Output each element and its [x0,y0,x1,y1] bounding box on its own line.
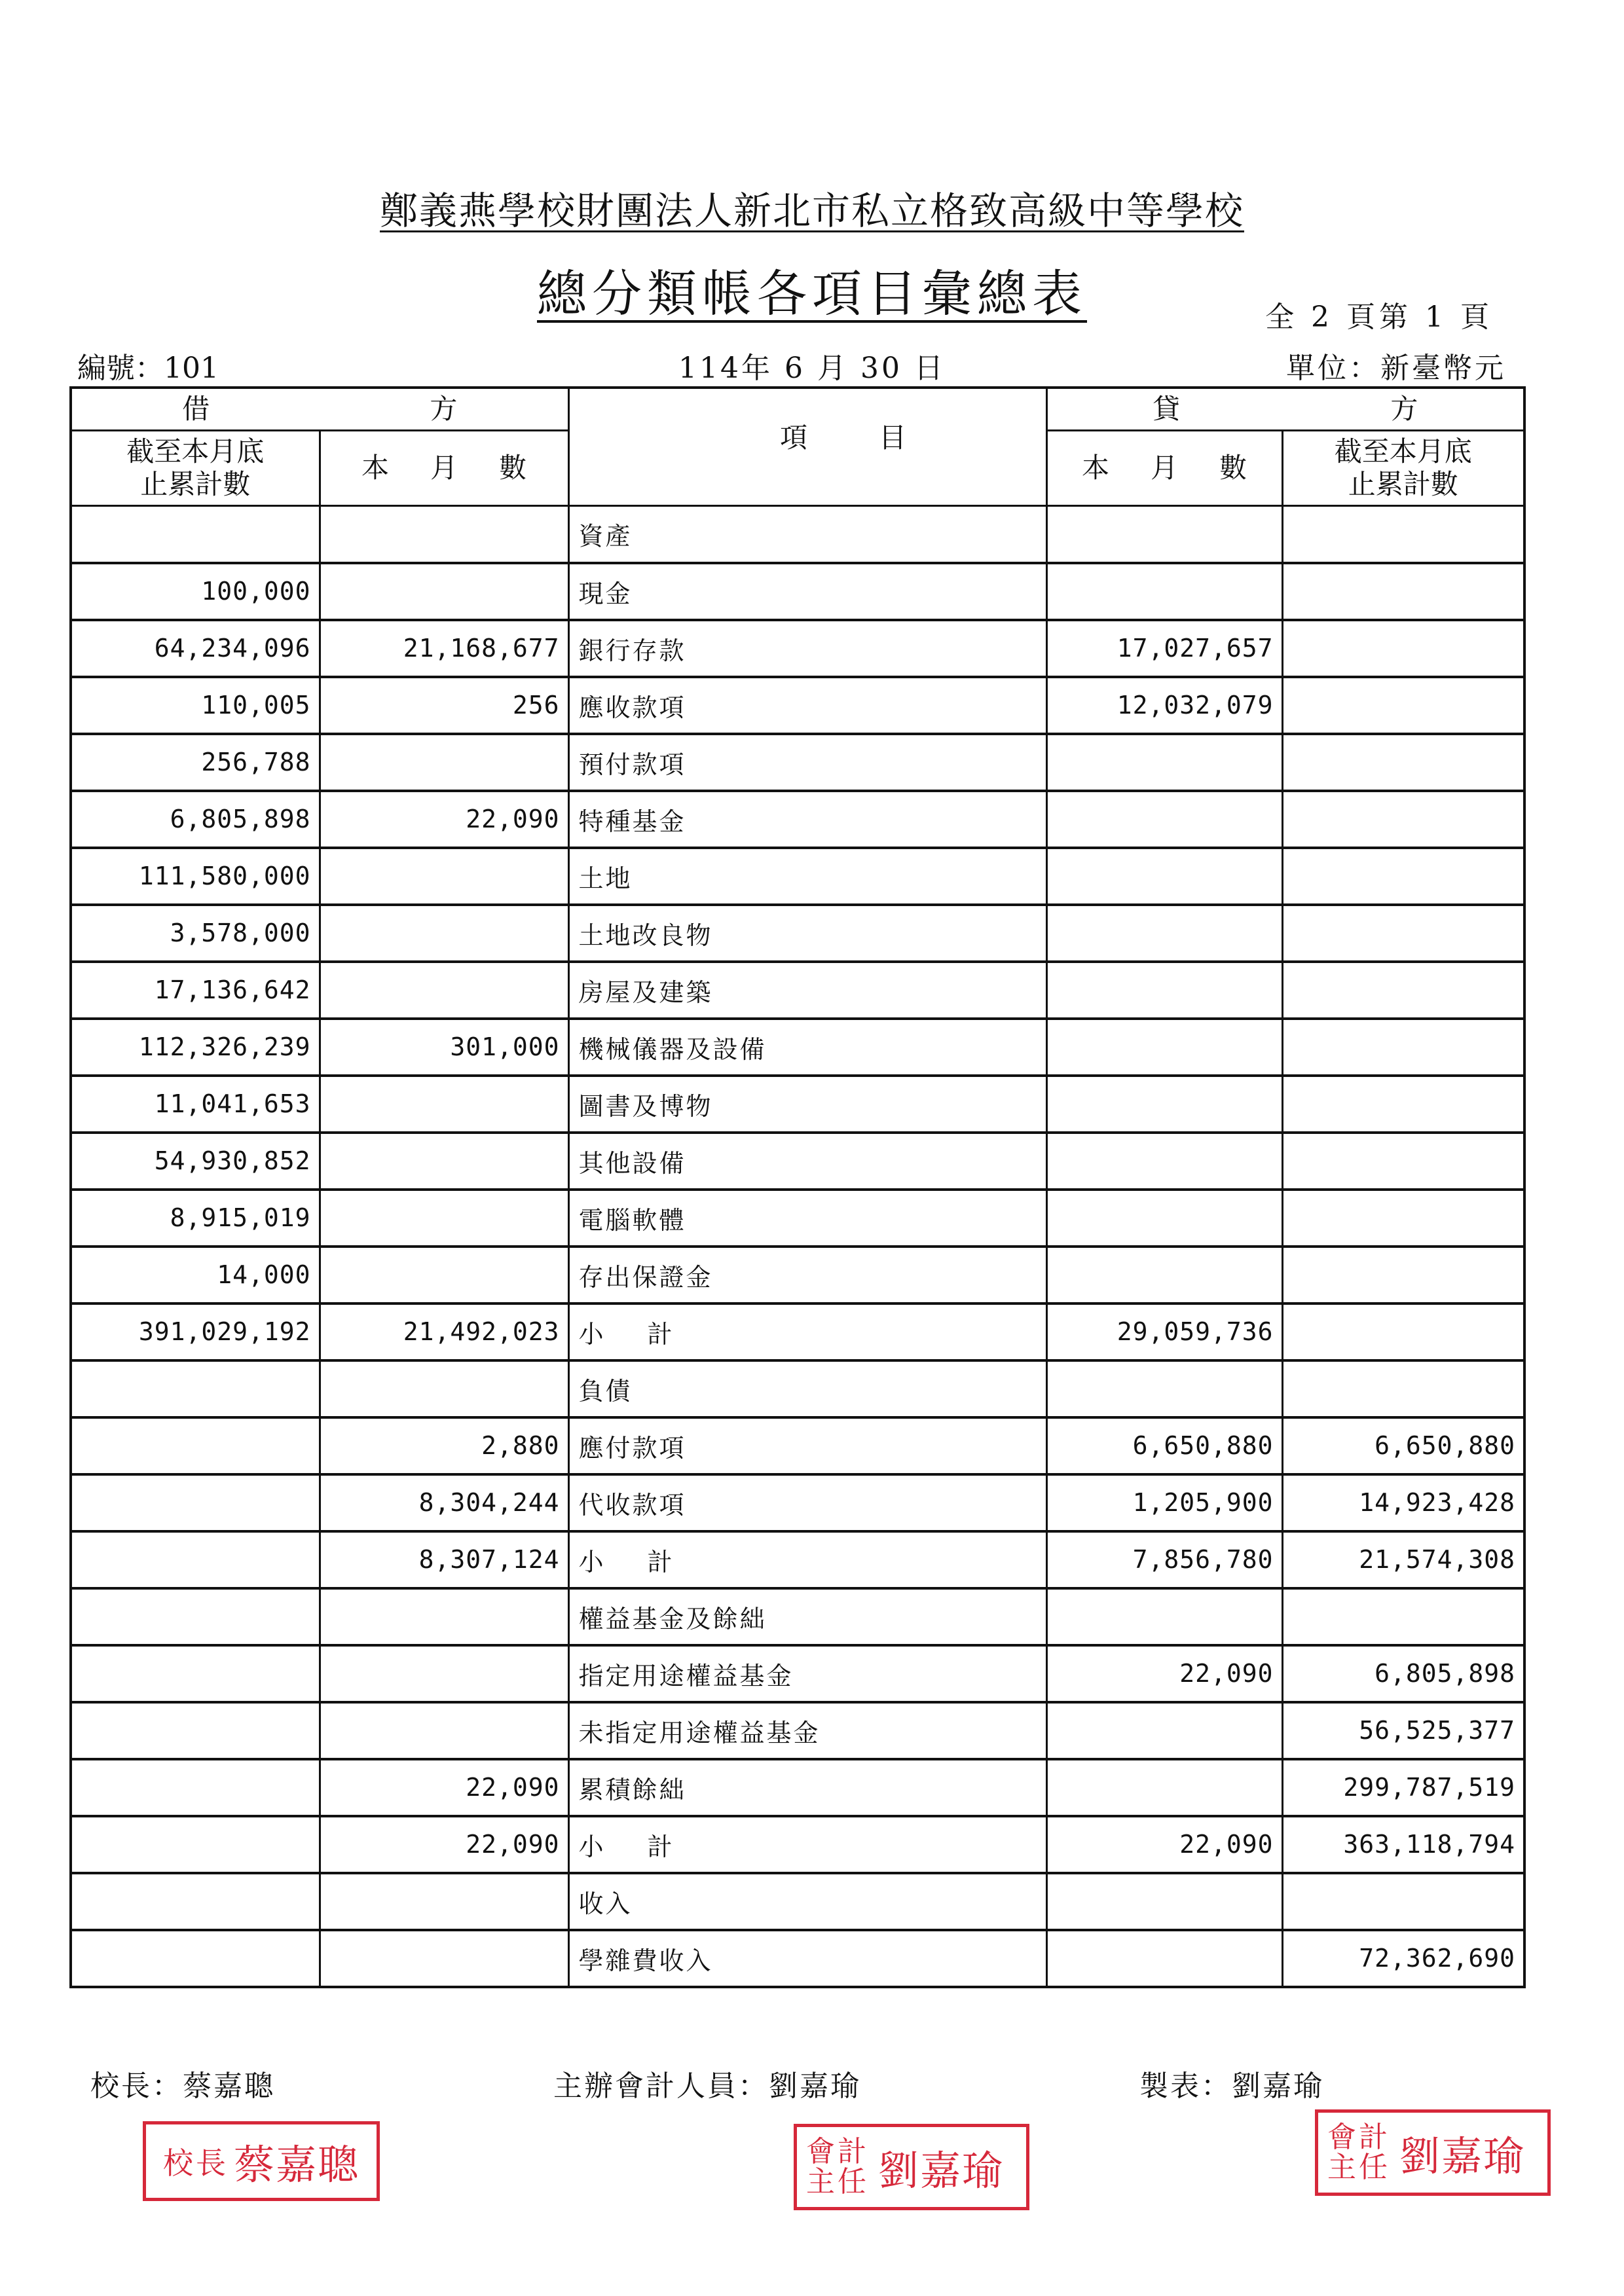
accounting-seal: 會計 主任 劉嘉瑜 [794,2124,1029,2210]
debit-cumulative-cell: 3,578,000 [71,905,320,962]
item-cell: 現金 [568,563,1046,620]
credit-cumulative-cell [1282,1873,1524,1930]
report-date: 114年 6 月 30 日 [678,352,946,385]
table-row [71,791,1524,848]
credit-cumulative-cell [1282,563,1524,620]
preparer-signature: 製表：劉嘉瑜 [1139,2069,1324,2103]
item-cell: 權益基金及餘絀 [568,1588,1046,1645]
debit-month-cell [320,1360,568,1417]
debit-cumulative-cell [71,1873,320,1930]
debit-header: 借 方 [71,388,568,431]
debit-month-cell: 8,304,244 [320,1474,568,1531]
table-row [71,1702,1524,1759]
debit-cumulative-cell: 11,041,653 [71,1076,320,1133]
credit-month-cell [1046,905,1282,962]
debit-month-cell [320,962,568,1019]
debit-month-cell: 256 [320,677,568,734]
debit-cumulative-cell: 54,930,852 [71,1133,320,1190]
table-row [71,962,1524,1019]
debit-cumulative-cell [71,1531,320,1588]
credit-cumulative-cell [1282,1133,1524,1190]
credit-month-cell [1046,1019,1282,1076]
table-row [71,563,1524,620]
accountant-signature: 主辦會計人員：劉嘉瑜 [553,2069,861,2103]
item-cell: 代收款項 [568,1474,1046,1531]
credit-month-cell [1046,1076,1282,1133]
debit-cumulative-cell [71,1759,320,1816]
principal-signature: 校長：蔡嘉聰 [90,2069,275,2103]
credit-month-cell [1046,848,1282,905]
report-title: 總分類帳各項目彙總表 [537,264,1087,323]
organization-name: 鄭義燕學校財團法人新北市私立格致高級中等學校 [379,189,1244,233]
item-cell: 特種基金 [568,791,1046,848]
item-cell: 圖書及博物 [568,1076,1046,1133]
item-cell: 預付款項 [568,734,1046,791]
credit-month-cell [1046,1588,1282,1645]
credit-cumulative-cell [1282,848,1524,905]
debit-cumulative-cell: 256,788 [71,734,320,791]
item-cell: 機械儀器及設備 [568,1019,1046,1076]
credit-month-cell: 7,856,780 [1046,1531,1282,1588]
credit-cumulative-cell [1282,791,1524,848]
table-row [71,1076,1524,1133]
credit-header: 貸 方 [1046,388,1524,431]
credit-cumulative-cell [1282,905,1524,962]
table-row [71,1417,1524,1474]
debit-cumulative-cell: 17,136,642 [71,962,320,1019]
credit-month-cell: 12,032,079 [1046,677,1282,734]
item-cell: 小 計 [568,1816,1046,1873]
ledger-table [69,386,1526,1988]
credit-cumulative-cell: 6,805,898 [1282,1645,1524,1702]
item-cell: 收入 [568,1873,1046,1930]
debit-cumulative-cell: 100,000 [71,563,320,620]
debit-cumulative-header: 截至本月底 止累計數 [71,431,320,506]
table-row [71,1930,1524,1987]
credit-month-cell [1046,1247,1282,1303]
item-cell: 應收款項 [568,677,1046,734]
debit-month-cell [320,1133,568,1190]
preparer-seal: 會計 主任 劉嘉瑜 [1315,2109,1551,2196]
credit-cumulative-cell [1282,734,1524,791]
currency-unit: 單位：新臺幣元 [1286,352,1506,385]
credit-month-cell [1046,1190,1282,1247]
item-cell: 累積餘絀 [568,1759,1046,1816]
table-row [71,1019,1524,1076]
debit-month-cell [320,1873,568,1930]
item-cell: 指定用途權益基金 [568,1645,1046,1702]
debit-cumulative-cell [71,1816,320,1873]
debit-month-cell: 2,880 [320,1417,568,1474]
debit-cumulative-cell: 6,805,898 [71,791,320,848]
credit-cumulative-cell [1282,1360,1524,1417]
credit-cumulative-cell: 299,787,519 [1282,1759,1524,1816]
credit-month-cell [1046,563,1282,620]
item-cell: 資產 [568,506,1046,563]
ledger-body [71,506,1524,1987]
debit-cumulative-cell: 391,029,192 [71,1303,320,1360]
debit-month-cell [320,848,568,905]
table-row [71,1303,1524,1360]
table-row [71,1133,1524,1190]
credit-month-cell [1046,1759,1282,1816]
item-cell: 其他設備 [568,1133,1046,1190]
debit-cumulative-cell [71,1645,320,1702]
debit-month-cell [320,1702,568,1759]
credit-month-cell [1046,506,1282,563]
table-row [71,1816,1524,1873]
credit-month-cell: 22,090 [1046,1645,1282,1702]
credit-month-cell [1046,734,1282,791]
item-cell: 學雜費收入 [568,1930,1046,1987]
debit-month-cell: 22,090 [320,791,568,848]
debit-month-cell: 21,168,677 [320,620,568,677]
debit-month-cell: 22,090 [320,1759,568,1816]
debit-cumulative-cell [71,1702,320,1759]
credit-month-cell: 1,205,900 [1046,1474,1282,1531]
debit-month-cell: 21,492,023 [320,1303,568,1360]
debit-cumulative-cell [71,1474,320,1531]
debit-cumulative-cell [71,1417,320,1474]
credit-cumulative-cell [1282,1247,1524,1303]
credit-month-cell [1046,791,1282,848]
credit-cumulative-cell [1282,506,1524,563]
credit-cumulative-cell: 56,525,377 [1282,1702,1524,1759]
item-cell: 銀行存款 [568,620,1046,677]
table-row [71,620,1524,677]
credit-month-cell [1046,1360,1282,1417]
debit-month-cell [320,1645,568,1702]
credit-cumulative-cell [1282,1076,1524,1133]
document-number: 編號：101 [77,352,219,385]
credit-month-cell [1046,1873,1282,1930]
credit-month-header: 本 月 數 [1046,431,1282,506]
debit-month-cell [320,1190,568,1247]
debit-cumulative-cell [71,506,320,563]
credit-cumulative-cell [1282,962,1524,1019]
item-cell: 小 計 [568,1303,1046,1360]
credit-cumulative-cell: 6,650,880 [1282,1417,1524,1474]
table-row [71,1531,1524,1588]
credit-cumulative-cell [1282,1190,1524,1247]
debit-month-cell: 22,090 [320,1816,568,1873]
credit-cumulative-cell: 14,923,428 [1282,1474,1524,1531]
credit-cumulative-cell [1282,1303,1524,1360]
credit-month-cell [1046,962,1282,1019]
credit-cumulative-cell: 72,362,690 [1282,1930,1524,1987]
debit-cumulative-cell: 64,234,096 [71,620,320,677]
credit-cumulative-cell: 21,574,308 [1282,1531,1524,1588]
item-header: 項 目 [568,388,1046,506]
credit-month-cell: 22,090 [1046,1816,1282,1873]
table-row [71,905,1524,962]
debit-month-cell [320,734,568,791]
credit-month-cell [1046,1930,1282,1987]
debit-cumulative-cell [71,1930,320,1987]
debit-cumulative-cell: 14,000 [71,1247,320,1303]
table-row [71,1190,1524,1247]
item-cell: 小 計 [568,1531,1046,1588]
item-cell: 存出保證金 [568,1247,1046,1303]
table-row [71,1474,1524,1531]
credit-cumulative-cell [1282,620,1524,677]
item-cell: 負債 [568,1360,1046,1417]
debit-cumulative-cell: 8,915,019 [71,1190,320,1247]
credit-cumulative-header: 截至本月底 止累計數 [1282,431,1524,506]
debit-month-cell: 8,307,124 [320,1531,568,1588]
principal-seal: 校長 蔡嘉聰 [143,2121,380,2201]
item-cell: 土地 [568,848,1046,905]
debit-month-cell [320,1930,568,1987]
debit-cumulative-cell: 111,580,000 [71,848,320,905]
table-row [71,848,1524,905]
debit-month-cell [320,506,568,563]
credit-month-cell [1046,1702,1282,1759]
item-cell: 應付款項 [568,1417,1046,1474]
debit-cumulative-cell: 112,326,239 [71,1019,320,1076]
credit-month-cell: 29,059,736 [1046,1303,1282,1360]
table-row [71,1759,1524,1816]
debit-month-header: 本 月 數 [320,431,568,506]
table-row [71,1873,1524,1930]
item-cell: 電腦軟體 [568,1190,1046,1247]
debit-cumulative-cell: 110,005 [71,677,320,734]
debit-month-cell [320,1076,568,1133]
page-info: 全 2 頁第 1 頁 [1265,301,1493,334]
credit-month-cell: 17,027,657 [1046,620,1282,677]
table-row [71,1360,1524,1417]
debit-month-cell [320,1247,568,1303]
table-row [71,734,1524,791]
item-cell: 土地改良物 [568,905,1046,962]
table-row [71,1588,1524,1645]
debit-cumulative-cell [71,1360,320,1417]
item-cell: 未指定用途權益基金 [568,1702,1046,1759]
debit-month-cell [320,563,568,620]
debit-month-cell: 301,000 [320,1019,568,1076]
table-row [71,677,1524,734]
table-row [71,1645,1524,1702]
debit-month-cell [320,1588,568,1645]
table-row [71,1247,1524,1303]
credit-cumulative-cell [1282,1588,1524,1645]
credit-month-cell: 6,650,880 [1046,1417,1282,1474]
credit-cumulative-cell [1282,677,1524,734]
debit-cumulative-cell [71,1588,320,1645]
credit-month-cell [1046,1133,1282,1190]
credit-cumulative-cell: 363,118,794 [1282,1816,1524,1873]
credit-cumulative-cell [1282,1019,1524,1076]
debit-month-cell [320,905,568,962]
item-cell: 房屋及建築 [568,962,1046,1019]
table-row [71,506,1524,563]
